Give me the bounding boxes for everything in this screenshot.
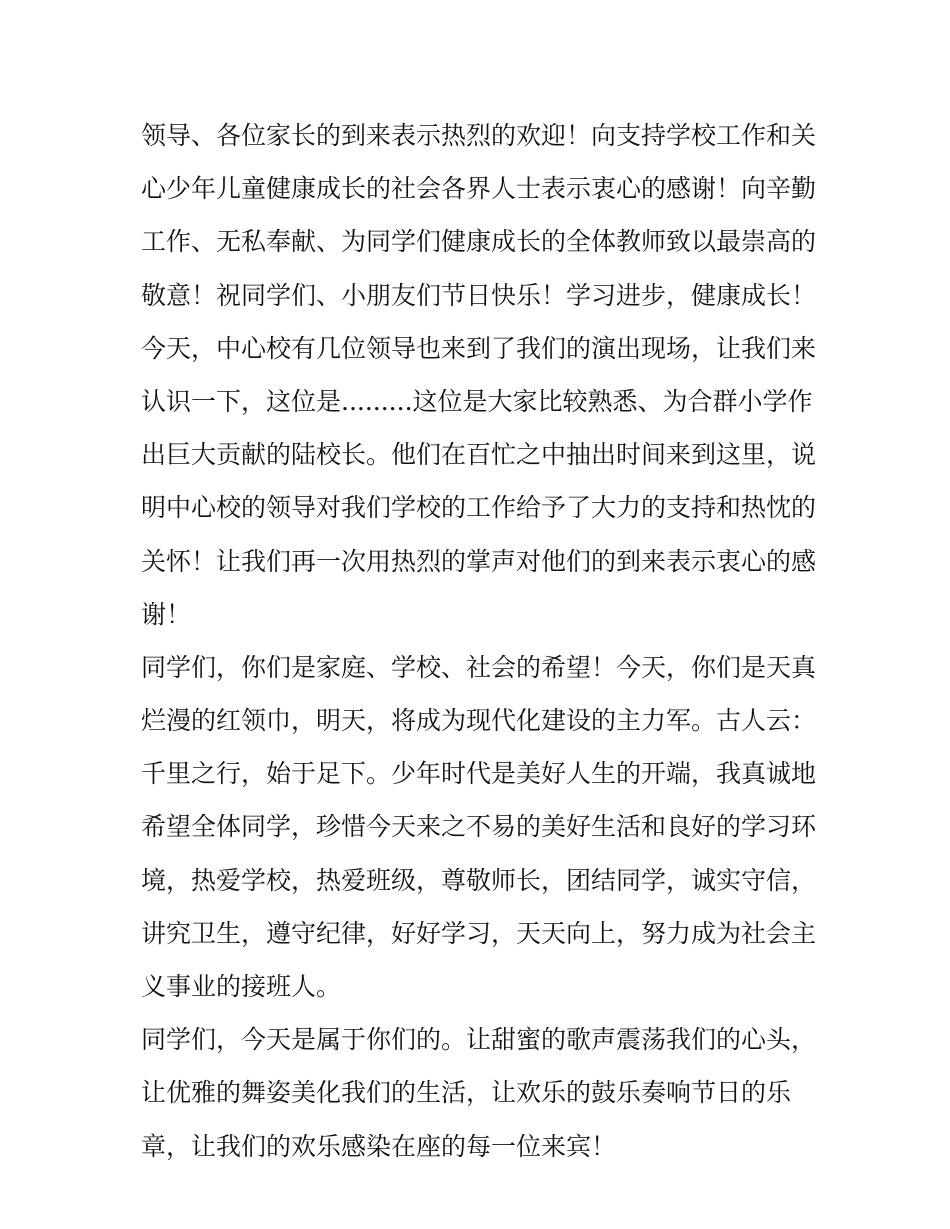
text-line: 境，热爱学校，热爱班级，尊敬师长，团结同学，诚实守信， [141,865,817,895]
text-line: 出巨大贡献的陆校长。他们在百忙之中抽出时间来到这里，说 [141,440,817,470]
text-line: 关怀！让我们再一次用热烈的掌声对他们的到来表示衷心的感 [141,546,817,576]
text-line: 同学们，今天是属于你们的。让甜蜜的歌声震荡我们的心头， [141,1025,817,1055]
text-line: 心少年儿童健康成长的社会各界人士表示衷心的感谢！向辛勤 [141,174,817,204]
text-line: 义事业的接班人。 [141,972,342,1001]
text-line: 同学们，你们是家庭、学校、社会的希望！今天，你们是天真 [141,652,817,682]
text-line: 认识一下，这位是.........这位是大家比较熟悉、为合群小学作 [141,386,813,416]
text-line: 领导、各位家长的到来表示热烈的欢迎！向支持学校工作和关 [141,121,817,150]
text-line: 今天，中心校有几位领导也来到了我们的演出现场，让我们来 [141,333,817,363]
document-body [141,109,821,1173]
text-line: 章，让我们的欢乐感染在座的每一位来宾！ [141,1131,617,1161]
paragraph-2 [141,641,821,1013]
paragraph-3 [141,1013,821,1173]
text-line: 希望全体同学，珍惜今天来之不易的美好生活和良好的学习环 [141,812,817,842]
text-line: 千里之行，始于足下。少年时代是美好人生的开端，我真诚地 [141,759,817,789]
text-line: 谢！ [141,599,192,629]
text-line: 烂漫的红领巾，明天，将成为现代化建设的主力军。古人云： [141,706,817,736]
text-line: 明中心校的领导对我们学校的工作给予了大力的支持和热忱的 [141,493,817,523]
text-line: 敬意！祝同学们、小朋友们节日快乐！学习进步，健康成长！ [141,280,817,310]
text-line: 让优雅的舞姿美化我们的生活，让欢乐的鼓乐奏响节日的乐 [141,1078,792,1108]
text-line: 讲究卫生，遵守纪律，好好学习，天天向上，努力成为社会主 [141,918,817,948]
text-line: 工作、无私奉献、为同学们健康成长的全体教师致以最崇高的 [141,227,817,257]
paragraph-1 [141,109,821,641]
